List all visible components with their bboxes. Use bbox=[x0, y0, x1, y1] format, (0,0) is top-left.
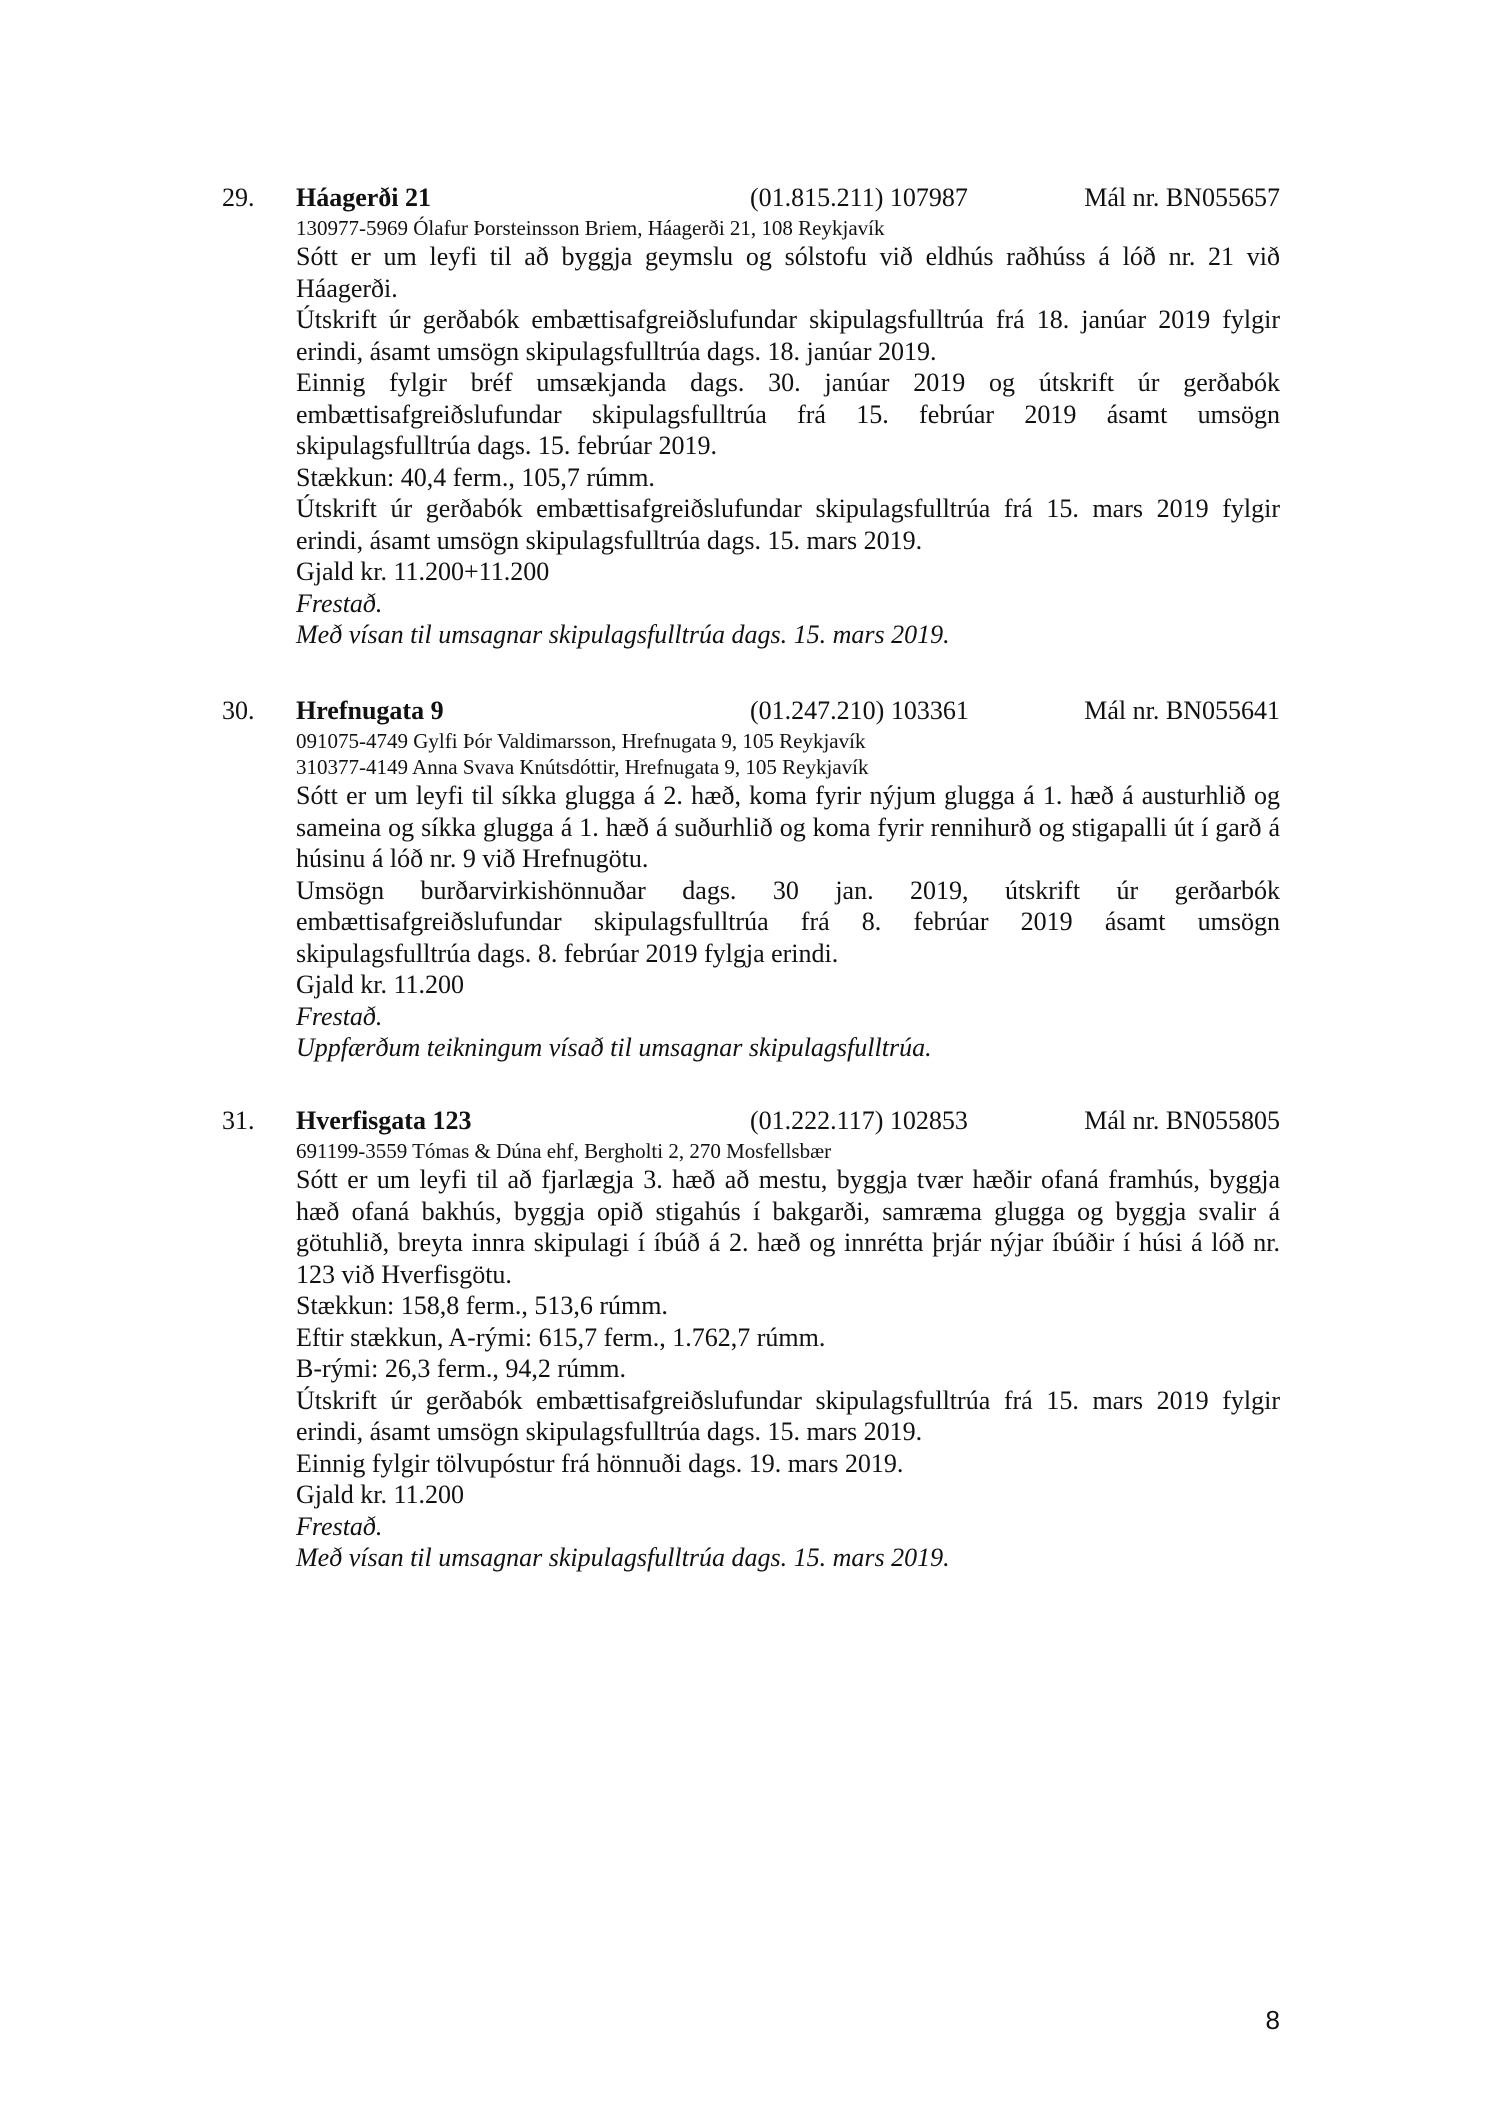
decision-note: Með vísan til umsagnar skipulagsfulltrúa dags. 15. mars 2019. bbox=[296, 1543, 950, 1572]
case-body bbox=[296, 1138, 1280, 1574]
property-title: Hverfisgata 123 bbox=[296, 1106, 472, 1135]
decision-note: Uppfærðum teikningum vísað til umsagnar skipulagsfulltrúa. bbox=[296, 1033, 932, 1062]
item-number: 31. bbox=[222, 1106, 255, 1135]
description: Sótt er um leyfi til að fjarlægja 3. hæð að mestu, byggja tvær hæðir ofaná framhús, byggja hæð ofaná bakhús, byggja opið stigahús í bakgarði, samræma glugga og byggja svalir á götuhlið, breyta innra skipulagi í íbúð á 2. hæð og innrétta þrjár nýjar íbúðir í húsi á lóð nr. 123 við Hverfisgötu. bbox=[296, 1165, 1280, 1289]
page-number: 8 bbox=[1265, 2005, 1280, 2035]
enlargement: Stækkun: 40,4 ferm., 105,7 rúmm. bbox=[296, 462, 655, 492]
fee: Gjald kr. 11.200 bbox=[296, 1480, 465, 1509]
after-enlargement: Eftir stækkun, A-rými: 615,7 ferm., 1.762,7 rúmm. bbox=[296, 1322, 826, 1352]
extract-paragraph: Útskrift úr gerðabók embættisafgreiðslufundar skipulagsfulltrúa frá 15. mars 2019 fylgir erindi, ásamt umsögn skipulagsfulltrúa dags. 15. mars 2019. bbox=[296, 1385, 1280, 1446]
case-header bbox=[222, 181, 1280, 215]
applicant: 091075-4749 Gylfi Þór Valdimarsson, Hrefnugata 9, 105 Reykjavík bbox=[296, 729, 866, 753]
decision-note: Með vísan til umsagnar skipulagsfulltrúa dags. 15. mars 2019. bbox=[296, 620, 950, 649]
description: Sótt er um leyfi til að byggja geymslu og sólstofu við eldhús raðhúss á lóð nr. 21 við Háagerði. bbox=[296, 242, 1280, 303]
applicant: 310377-4149 Anna Svava Knútsdóttir, Hrefnugata 9, 105 Reykjavík bbox=[296, 755, 869, 779]
case-header bbox=[222, 694, 1280, 728]
item-number: 29. bbox=[222, 183, 255, 212]
case-item-30 bbox=[222, 694, 1280, 1064]
letter-paragraph: Einnig fylgir bréf umsækjanda dags. 30. janúar 2019 og útskrift úr gerðabók embættisafgreiðslufundar skipulagsfulltrúa frá 15. febrúar 2019 ásamt umsögn skipulagsfulltrúa dags. 15. febrúar 2019. bbox=[296, 368, 1280, 460]
property-reference: (01.815.211) 107987 bbox=[750, 183, 968, 212]
case-number: Mál nr. BN055657 bbox=[1084, 183, 1280, 212]
property-reference: (01.247.210) 103361 bbox=[750, 696, 969, 725]
property-title: Háagerði 21 bbox=[296, 183, 432, 212]
extract-paragraph: Útskrift úr gerðabók embættisafgreiðslufundar skipulagsfulltrúa frá 15. mars 2019 fylgir erindi, ásamt umsögn skipulagsfulltrúa dags. 15. mars 2019. bbox=[296, 494, 1280, 555]
applicant: 130977-5969 Ólafur Þorsteinsson Briem, Háagerði 21, 108 Reykjavík bbox=[296, 216, 885, 240]
case-number: Mál nr. BN055805 bbox=[1084, 1106, 1280, 1135]
fee: Gjald kr. 11.200+11.200 bbox=[296, 557, 550, 586]
property-title: Hrefnugata 9 bbox=[296, 696, 444, 725]
b-space: B-rými: 26,3 ferm., 94,2 rúmm. bbox=[296, 1354, 627, 1383]
email-paragraph: Einnig fylgir tölvupóstur frá hönnuði dags. 19. mars 2019. bbox=[296, 1448, 904, 1478]
property-reference: (01.222.117) 102853 bbox=[750, 1106, 968, 1135]
extract-paragraph: Útskrift úr gerðabók embættisafgreiðslufundar skipulagsfulltrúa frá 18. janúar 2019 fylgir erindi, ásamt umsögn skipulagsfulltrúa dags. 18. janúar 2019. bbox=[296, 305, 1280, 366]
case-body bbox=[296, 215, 1280, 651]
case-body bbox=[296, 728, 1280, 1064]
decision: Frestað. bbox=[296, 1511, 383, 1541]
description: Sótt er um leyfi til síkka glugga á 2. hæð, koma fyrir nýjum glugga á 1. hæð á austurhlið og sameina og síkka glugga á 1. hæð á suðurhlið og koma fyrir rennihurð og stigapalli út í garð á húsinu á lóð nr. 9 við Hrefnugötu. bbox=[296, 781, 1280, 873]
item-number: 30. bbox=[222, 696, 255, 725]
decision: Frestað. bbox=[296, 1001, 383, 1031]
review-paragraph: Umsögn burðarvirkishönnuðar dags. 30 jan. 2019, útskrift úr gerðarbók embættisafgreiðslufundar skipulagsfulltrúa frá 8. febrúar 2019 ásamt umsögn skipulagsfulltrúa dags. 8. febrúar 2019 fylgja erindi. bbox=[296, 875, 1280, 968]
case-item-31 bbox=[222, 1104, 1280, 1574]
decision: Frestað. bbox=[296, 588, 383, 618]
enlargement: Stækkun: 158,8 ferm., 513,6 rúmm. bbox=[296, 1291, 668, 1320]
case-item-29 bbox=[222, 181, 1280, 651]
fee: Gjald kr. 11.200 bbox=[296, 970, 465, 999]
case-number: Mál nr. BN055641 bbox=[1084, 696, 1280, 725]
case-header bbox=[222, 1104, 1280, 1138]
applicant: 691199-3559 Tómas & Dúna ehf, Bergholti 2, 270 Mosfellsbær bbox=[296, 1139, 832, 1163]
